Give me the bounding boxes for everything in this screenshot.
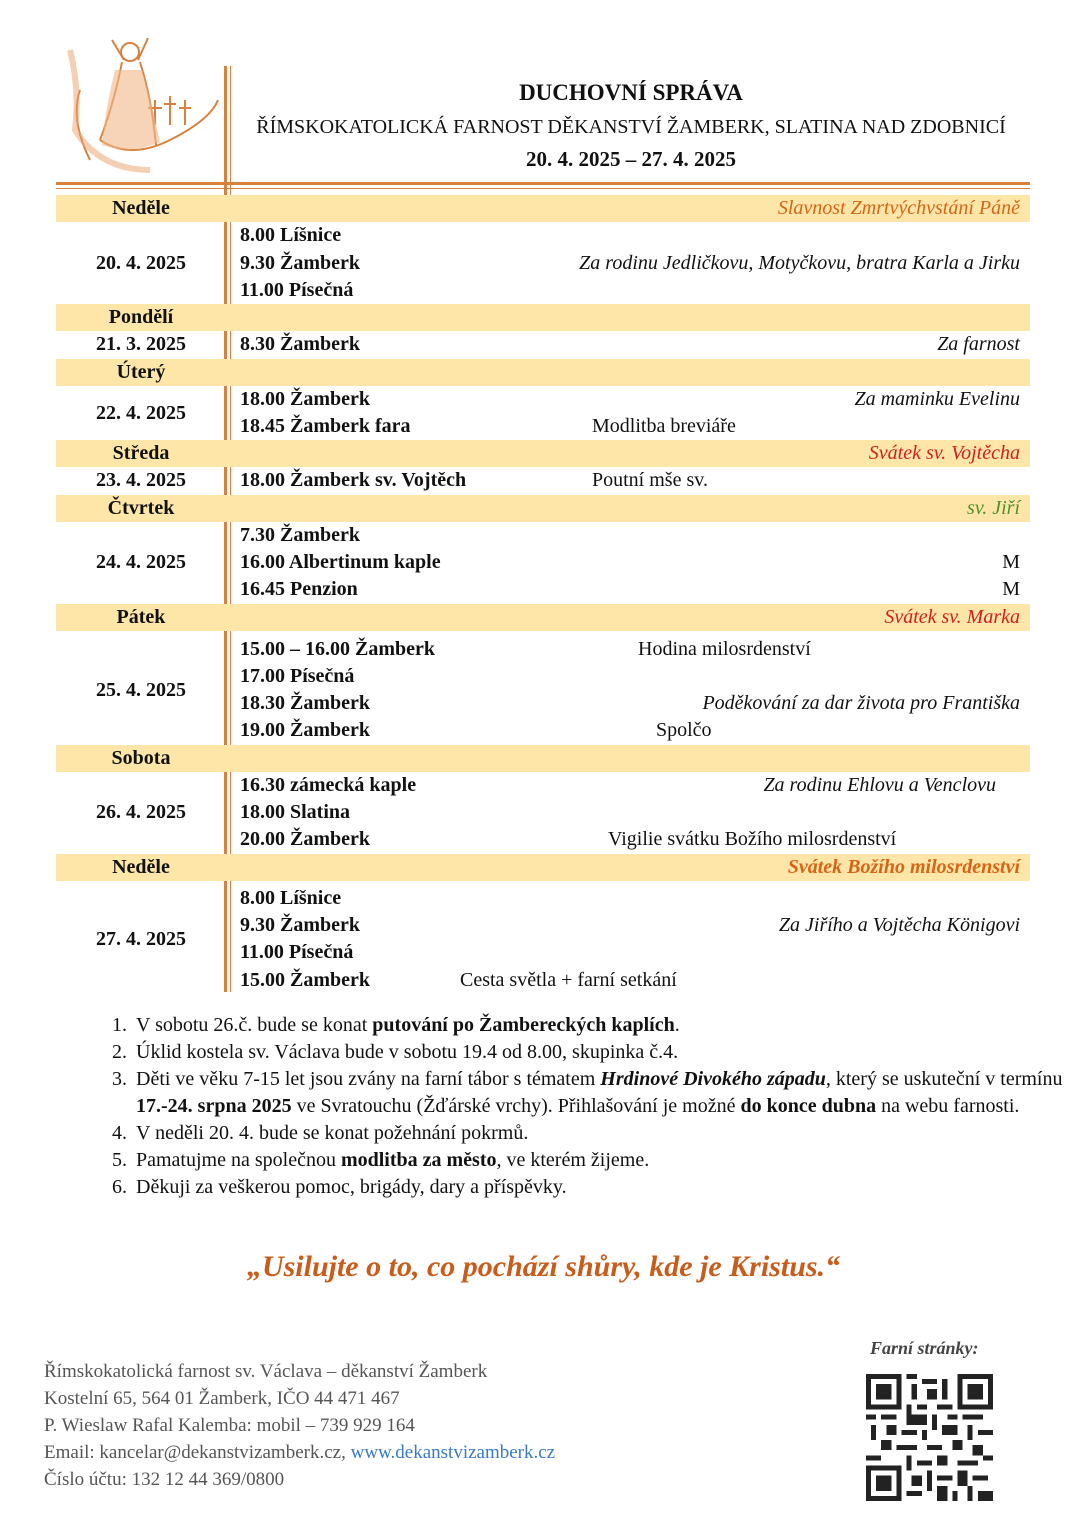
schedule-row [56, 826, 1030, 853]
day-name: Neděle [112, 197, 170, 219]
note-text: . [674, 1014, 680, 1036]
mass-time-place: 19.00 Žamberk [240, 719, 370, 741]
list-item [132, 1120, 1072, 1147]
day-name: Sobota [111, 747, 171, 769]
list-item [132, 1039, 1072, 1066]
mass-intention: Poděkování za dar života pro Františka [702, 692, 1020, 714]
mass-intention: Za farnost [937, 333, 1020, 355]
list-item [132, 1147, 1072, 1174]
note-text: ve Svratouchu (Žďárské vrchy). Přihlašování je možné [291, 1095, 741, 1117]
list-item [132, 1174, 1072, 1201]
note-text: na webu farnosti. [876, 1095, 1020, 1117]
page-subtitle: ŘÍMSKOKATOLICKÁ FARNOST DĚKANSTVÍ ŽAMBERK, SLATINA NAD ZDOBNICÍ [256, 116, 1006, 138]
day-name: Čtvrtek [107, 497, 175, 519]
day-header-row [56, 854, 1030, 881]
day-header-row [56, 195, 1030, 222]
schedule-row [56, 885, 1030, 912]
mass-time-place: 18.45 Žamberk fara [240, 415, 411, 437]
mass-time-place: 15.00 Žamberk [240, 969, 370, 991]
footer-contact [44, 1358, 555, 1493]
schedule-row [56, 250, 1030, 277]
mass-time-place: 16.30 zámecká kaple [240, 774, 417, 796]
schedule-row [56, 576, 1030, 603]
mass-time-place: 8.00 Líšnice [240, 887, 342, 909]
day-header-row [56, 359, 1030, 386]
footer-email[interactable]: Email: kancelar@dekanstvizamberk.cz, [44, 1442, 351, 1463]
schedule-row [56, 967, 1030, 994]
mass-intention: Vigilie svátku Božího milosrdenství [608, 828, 897, 850]
schedule-row [56, 939, 1030, 966]
note-emphasis: do konce dubna [740, 1095, 877, 1117]
day-name: Úterý [116, 361, 166, 383]
footer-email-web [44, 1439, 555, 1466]
note-text: , který se uskuteční v termínu [825, 1068, 1063, 1090]
footer-address: Kostelní 65, 564 01 Žamberk, IČO 44 471 467 [44, 1388, 400, 1409]
schedule-row [56, 636, 1030, 663]
feast-label: Slavnost Zmrtvýchvstání Páně [777, 197, 1020, 219]
mass-intention: Hodina milosrdenství [638, 638, 811, 660]
schedule-row [56, 690, 1030, 717]
note-text: Pamatujme na společnou [136, 1149, 341, 1171]
list-item [132, 1066, 1072, 1120]
mass-time-place: 20.00 Žamberk [240, 828, 370, 850]
mass-intention: Cesta světla + farní setkání [460, 969, 677, 991]
date: 24. 4. 2025 [96, 551, 186, 573]
mass-time-place: 18.00 Žamberk [240, 388, 370, 410]
schedule-row [56, 772, 1030, 799]
note-emphasis: modlitba za město [340, 1149, 497, 1171]
footer-website-link[interactable]: www.dekanstvizamberk.cz [350, 1442, 556, 1463]
day-header-row [56, 304, 1030, 331]
mass-time-place: 16.00 Albertinum kaple [240, 551, 441, 573]
page-title: DUCHOVNÍ SPRÁVA [519, 80, 743, 105]
note-text: V sobotu 26.č. bude se konat [136, 1014, 373, 1036]
date: 27. 4. 2025 [96, 928, 186, 950]
mass-intention: Za rodinu Ehlovu a Venclovu [763, 774, 996, 796]
schedule-row [56, 413, 1030, 440]
page-date-range: 20. 4. 2025 – 27. 4. 2025 [526, 147, 736, 171]
mass-time-place: 11.00 Písečná [240, 279, 354, 301]
date: 23. 4. 2025 [96, 469, 186, 491]
parish-logo [60, 30, 220, 180]
footer-parish-name: Římskokatolická farnost sv. Václava – děkanství Žamberk [44, 1361, 488, 1382]
mass-time-place: 9.30 Žamberk [240, 914, 360, 936]
feast-label: Svátek sv. Marka [884, 606, 1020, 628]
schedule-row [56, 717, 1030, 744]
date: 22. 4. 2025 [96, 402, 186, 424]
mass-time-place: 11.00 Písečná [240, 941, 354, 963]
qr-code-icon[interactable] [866, 1374, 993, 1501]
note-text: V neděli 20. 4. bude se konat požehnání pokrmů. [136, 1122, 529, 1144]
date: 25. 4. 2025 [96, 679, 186, 701]
day-header-row [56, 604, 1030, 631]
footer-account: Číslo účtu: 132 12 44 369/0800 [44, 1469, 285, 1490]
feast-label: Svátek sv. Vojtěcha [868, 442, 1020, 464]
mass-intention: Spolčo [656, 719, 712, 741]
schedule-row [56, 277, 1030, 304]
schedule-row [56, 331, 1030, 358]
schedule-row [56, 549, 1030, 576]
schedule-row [56, 467, 1030, 494]
mass-time-place: 18.00 Slatina [240, 801, 351, 823]
date: 20. 4. 2025 [96, 252, 186, 274]
list-item [132, 1012, 1072, 1039]
mass-intention: Za rodinu Jedličkovu, Motyčkovu, bratra Karla a Jirku [579, 252, 1020, 274]
note-text: Úklid kostela sv. Václava bude v sobotu 19.4 od 8.00, skupinka č.4. [136, 1041, 679, 1063]
day-name: Neděle [112, 856, 170, 878]
mass-time-place: 18.00 Žamberk sv. Vojtěch [240, 469, 467, 491]
day-header-row [56, 495, 1030, 522]
note-emphasis: Hrdinové Divokého západu [600, 1068, 826, 1090]
mass-time-place: 7.30 Žamberk [240, 524, 360, 546]
mass-time-place: 15.00 – 16.00 Žamberk [240, 638, 435, 660]
horizontal-rule-thin [56, 188, 1030, 189]
day-name: Středa [112, 442, 170, 464]
mass-intention: Modlitba breviáře [592, 415, 736, 437]
mass-intention: Poutní mše sv. [592, 469, 708, 491]
mass-intention: Za maminku Evelinu [854, 388, 1020, 410]
day-header-row [56, 745, 1030, 772]
horizontal-rule [56, 182, 1030, 185]
mass-intention: Za Jiřího a Vojtěcha Königovi [778, 914, 1020, 936]
mass-time-place: 9.30 Žamberk [240, 252, 360, 274]
mass-time-place: 17.00 Písečná [240, 665, 355, 687]
schedule-row [56, 799, 1030, 826]
schedule-row [56, 522, 1030, 549]
day-header-row [56, 440, 1030, 467]
mass-time-place: 8.30 Žamberk [240, 333, 360, 355]
mass-time-place: 16.45 Penzion [240, 578, 358, 600]
note-text: Děkuji za veškerou pomoc, brigády, dary a příspěvky. [136, 1176, 567, 1198]
day-name: Pátek [116, 606, 166, 628]
schedule-row [56, 222, 1030, 249]
announcements-list [92, 1012, 1072, 1201]
date: 21. 3. 2025 [96, 333, 186, 355]
note-emphasis: 17.-24. srpna 2025 [136, 1095, 292, 1117]
mass-time-place: 18.30 Žamberk [240, 692, 370, 714]
mass-intention: M [1002, 578, 1020, 600]
bible-quote: „Usilujte o to, co pochází shůry, kde je Kristus.“ [246, 1250, 841, 1283]
qr-label: Farní stránky: [870, 1338, 979, 1358]
footer-phone: P. Wieslaw Rafal Kalemba: mobil – 739 929 164 [44, 1415, 415, 1436]
mass-intention: M [1002, 551, 1020, 573]
note-text: , ve kterém žijeme. [496, 1149, 650, 1171]
mass-time-place: 8.00 Líšnice [240, 224, 342, 246]
note-emphasis: putování po Žambereckých kaplích [372, 1014, 675, 1036]
feast-label: Svátek Božího milosrdenství [787, 856, 1020, 878]
note-text: Děti ve věku 7-15 let jsou zvány na farní tábor s tématem [136, 1068, 601, 1090]
date: 26. 4. 2025 [96, 801, 186, 823]
day-name: Pondělí [108, 306, 174, 328]
feast-label: sv. Jiří [967, 497, 1020, 519]
